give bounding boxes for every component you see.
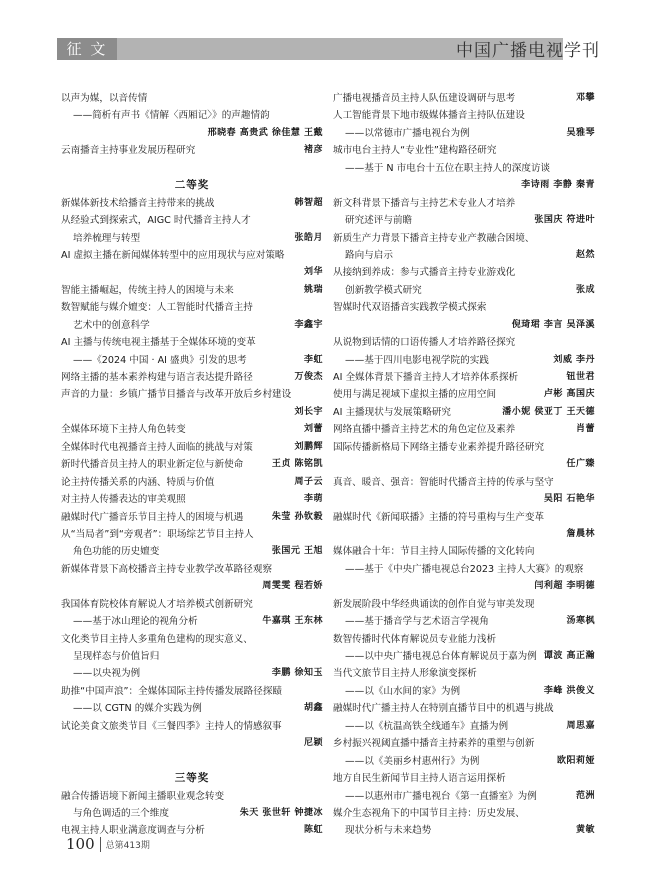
entry-title: 新媒体背景下高校播音主持专业教学改革路径观察	[61, 563, 273, 575]
award-tier-heading: 二等奖	[174, 179, 210, 192]
entry-title: 融媒时代广播主持人在特别直播节目中的机遇与挑战	[333, 703, 554, 715]
entry-title: 从接纳到养成：参与式播音主持专业游戏化	[333, 267, 516, 279]
entry-line	[61, 613, 323, 630]
entry-line	[333, 352, 595, 369]
entry-title: 媒介生态视角下的中国节目主持：历史发展、	[333, 807, 525, 819]
entry-title: ——以 CGTN 的媒介实践为例	[73, 703, 202, 715]
entry-line	[333, 474, 595, 491]
entry-author: 朱天 张世轩 钟捷冰	[239, 807, 323, 818]
entry-line	[61, 456, 323, 473]
entry-line	[333, 543, 595, 560]
entry-title: ——简析有声书《情解〈西厢记〉》的声趣情韵	[73, 110, 270, 122]
entry-line	[333, 456, 595, 473]
entry-author: 欧阳莉娅	[556, 755, 595, 766]
entry-title: 新媒体新技术给播音主持带来的挑战	[61, 197, 215, 209]
entry-title: 电视主持人职业满意度调查与分析	[61, 825, 205, 837]
entry-line	[333, 753, 595, 770]
entry-line	[61, 317, 323, 334]
entry-line	[333, 735, 595, 752]
entry-title: ——基于四川电影电视学院的实践	[345, 354, 489, 366]
entry-title: 从经验式到探索式，AIGC 时代播音主持人才	[61, 215, 251, 227]
issue-number: 总第413期	[105, 840, 150, 851]
entry-line	[61, 665, 323, 682]
entry-author: 肖蕾	[575, 424, 595, 435]
spacer	[61, 753, 323, 770]
entry-line	[61, 247, 323, 264]
entry-title: 文化类节目主持人多重角色建构的现实意义、	[61, 633, 253, 645]
entry-title: 国际传播新格局下网络主播专业素养提升路径研究	[333, 441, 545, 453]
entry-line	[61, 596, 323, 613]
entry-title: 云南播音主持事业发展历程研究	[61, 145, 196, 157]
entry-line	[61, 788, 323, 805]
entry-line	[333, 212, 595, 229]
entry-title: 对主持人传播表达的审美观照	[61, 494, 186, 506]
entry-author: 刘华	[303, 267, 323, 278]
entry-title: 城市电台主持人“专业性”建构路径研究	[333, 145, 497, 157]
entry-author: 王贞 陈铭凯	[271, 459, 323, 470]
entry-line	[61, 718, 323, 735]
entry-line	[61, 282, 323, 299]
entry-line	[333, 421, 595, 438]
entry-author: 尼颖	[303, 738, 323, 749]
entry-line	[333, 247, 595, 264]
entry-line	[333, 718, 595, 735]
entry-line	[333, 526, 595, 543]
section-label: 征 文	[57, 38, 117, 60]
entry-line	[61, 125, 323, 142]
entry-author: 谭波 高正瀚	[543, 651, 595, 661]
entry-line	[61, 334, 323, 351]
entry-line	[333, 509, 595, 526]
entry-title: AI 主播与传统电视主播基于全媒体环境的变革	[61, 337, 256, 349]
entry-line	[61, 700, 323, 717]
entry-line	[61, 90, 323, 107]
entry-title: 地方自民生新闻节目主持人语言运用探析	[333, 773, 506, 785]
entry-title: 新质生产力背景下播音主持专业产教融合困境、	[333, 232, 535, 244]
entry-author: 李峰 洪俊义	[543, 685, 595, 696]
entry-author: 胡鑫	[303, 703, 323, 714]
entry-line	[61, 299, 323, 316]
entry-author: 周雯雯 程若娇	[262, 581, 323, 592]
entry-title: 现状分析与未来趋势	[345, 825, 432, 837]
entry-line	[61, 439, 323, 456]
entry-author: 卢彬 高国庆	[543, 389, 595, 400]
entry-line	[61, 805, 323, 822]
entry-author: 邢晓春 高贵武 徐佳慧 王戴	[207, 127, 323, 138]
entry-line	[333, 700, 595, 717]
entry-title: 研究述评与前瞻	[345, 215, 413, 227]
entry-line	[333, 282, 595, 299]
entry-line	[333, 160, 595, 177]
entry-author: 张国庆 符进叶	[534, 215, 595, 226]
entry-title: ——以中央广播电视总台体育解说员于嘉为例	[345, 651, 537, 662]
entry-title: 广播电视播音员主持人队伍建设调研与思考	[333, 93, 516, 104]
entry-title: 网络直播中播音主持艺术的角色定位及素养	[333, 424, 516, 436]
entry-author: 黄敏	[575, 825, 595, 836]
entry-line	[333, 578, 595, 595]
entry-line	[333, 491, 595, 508]
entry-author: 范洲	[575, 790, 595, 801]
entry-line	[61, 683, 323, 700]
page-number: 100	[66, 835, 95, 853]
entry-author: 李萌	[303, 494, 323, 505]
entry-line	[333, 648, 595, 665]
entry-title: ——基于《中央广播电视总台2023 主持人大赛》的观察	[345, 563, 584, 575]
entry-title: ——基于 N 市电台十五位在职主持人的深度访谈	[345, 162, 551, 174]
entry-line	[61, 404, 323, 421]
entry-line	[61, 631, 323, 648]
entry-title: 融媒时代《新闻联播》主播的符号重构与生产变革	[333, 511, 545, 523]
entry-author: 吴雅琴	[566, 127, 595, 138]
entry-author: 钮世君	[566, 372, 595, 382]
entry-title: AI 虚拟主播在新闻媒体转型中的应用现状与应对策略	[61, 249, 285, 261]
entry-title: ——以《杭温高铁全线通车》直播为例	[345, 720, 509, 732]
entry-line	[333, 788, 595, 805]
entry-title: 新文科背景下播音与主持艺术专业人才培养	[333, 197, 516, 209]
entry-title: 助推“中国声浪”：全媒体国际主持传播发展路径探赜	[61, 685, 283, 697]
entry-line	[61, 142, 323, 159]
entry-line	[61, 474, 323, 491]
entry-title: 乡村振兴视阈直播中播音主持素养的重塑与创新	[333, 738, 535, 750]
entry-author: 詹晨林	[566, 528, 595, 539]
entry-line	[333, 561, 595, 578]
entry-line	[333, 195, 595, 212]
entry-line	[333, 665, 595, 682]
entry-title: AI 主播现状与发展策略研究	[333, 406, 451, 418]
entry-line	[333, 613, 595, 630]
entry-title: 论主持传播关系的内涵、特质与价值	[61, 476, 215, 488]
entry-line	[61, 648, 323, 665]
entry-line	[61, 561, 323, 578]
entry-author: 刘威 李丹	[553, 354, 595, 365]
entry-author: 周思嘉	[566, 720, 595, 731]
entry-title: 新发展阶段中华经典诵读的创作自觉与审美发现	[333, 598, 535, 610]
entry-author: 张皓月	[294, 232, 323, 243]
spacer	[61, 160, 323, 177]
entry-title: 人工智能背景下地市级媒体播音主持队伍建设	[333, 110, 525, 122]
entry-title: 数智传播时代体育解说员专业能力浅析	[333, 633, 497, 645]
entry-title: ——以《山水间的家》为例	[345, 685, 461, 697]
entry-line	[333, 631, 595, 648]
entry-title: 使用与满足视域下虚拟主播的应用空间	[333, 389, 497, 401]
entry-line	[333, 125, 595, 142]
entry-title: AI 全媒体背景下播音主持人才培养体系探析	[333, 372, 519, 383]
entry-title: 从说物到话情的口语传播人才培养路径探究	[333, 337, 516, 349]
entry-author: 周子云	[294, 476, 323, 487]
entry-line	[61, 386, 323, 403]
entry-author: 倪琦珺 李言 吴泽溪	[511, 319, 595, 330]
entry-title: 从“当局者”到“旁观者”：职场综艺节目主持人	[61, 528, 254, 540]
entry-line	[333, 805, 595, 822]
entry-line	[61, 195, 323, 212]
entry-line	[333, 107, 595, 124]
entry-line	[61, 509, 323, 526]
entry-line	[61, 421, 323, 438]
entry-author: 张国元 王旭	[271, 546, 323, 557]
entry-title: 呈现样态与价值旨归	[73, 651, 160, 662]
entry-title: 培养梳理与转型	[73, 232, 141, 244]
entry-line	[333, 299, 595, 316]
entry-line	[333, 683, 595, 700]
entry-line	[333, 822, 595, 839]
entry-title: 智媒时代双语播音实践教学模式探索	[333, 302, 487, 314]
entry-author: 汤寒枫	[566, 616, 595, 627]
entry-title: ——以惠州市广播电视台《第一直播室》为例	[345, 790, 537, 802]
entry-line	[61, 369, 323, 386]
entry-title: 融媒时代广播音乐节目主持人的困境与机遇	[61, 511, 244, 523]
entry-author: 牛嘉琪 王东林	[262, 616, 323, 627]
entry-line	[333, 770, 595, 787]
entry-line	[61, 107, 323, 124]
journal-title: 中国广播电视学刊	[456, 41, 600, 61]
entry-title: 以声为媒，以音传情	[61, 93, 148, 104]
entry-title: 创新教学模式研究	[345, 284, 422, 296]
footer-divider	[100, 837, 101, 852]
entry-author: 潘小妮 侯亚丁 王天德	[502, 406, 595, 417]
entry-author: 万俊杰	[294, 372, 323, 382]
award-tier-heading: 三等奖	[174, 772, 210, 785]
entry-author: 褚彦	[303, 145, 323, 156]
entry-author: 任广臻	[566, 459, 595, 470]
entry-line	[333, 317, 595, 334]
entry-line	[333, 334, 595, 351]
entry-line	[333, 142, 595, 159]
entry-title: 智能主播崛起，传统主持人的困境与未来	[61, 284, 234, 296]
entry-title: 试论美食文旅类节目《三餐四季》主持人的情感叙事	[61, 720, 282, 732]
entry-title: 真音、暖音、强音：智能时代播音主持的传承与坚守	[333, 476, 554, 488]
entry-line	[333, 90, 595, 107]
entry-line	[333, 230, 595, 247]
entry-title: 全媒体环境下主持人角色转变	[61, 424, 186, 436]
entry-author: 陈虹	[303, 825, 323, 836]
entry-line	[333, 596, 595, 613]
entry-author: 李鑫宇	[294, 319, 323, 330]
entry-line	[61, 578, 323, 595]
entry-line	[333, 386, 595, 403]
entry-title: ——以常德市广播电视台为例	[345, 127, 470, 139]
right-column	[333, 90, 595, 840]
entry-line	[333, 264, 595, 281]
entry-author: 李虹	[303, 354, 323, 365]
entry-author: 李鹏 徐知玉	[271, 668, 323, 679]
entry-title: 路向与启示	[345, 249, 393, 261]
entry-line	[61, 352, 323, 369]
entry-title: 艺术中的创意科学	[73, 319, 150, 331]
entry-author: 李诗雨 李静 秦青	[521, 180, 595, 191]
entry-author: 刘蕾	[303, 424, 323, 435]
entry-line	[333, 177, 595, 194]
entry-line	[61, 526, 323, 543]
entry-title: 角色功能的历史嬗变	[73, 546, 160, 558]
entry-title: 声音的力量：乡镇广播节目播音与改革开放后乡村建设	[61, 389, 292, 401]
entry-author: 吴阳 石艳华	[543, 494, 595, 505]
entry-author: 刘长宇	[294, 406, 323, 417]
entry-title: 数智赋能与媒介嬗变：人工智能时代播音主持	[61, 302, 253, 314]
entry-title: ——以《美丽乡村惠州行》为例	[345, 755, 480, 767]
entry-title: 当代文旅节目主持人形象演变探析	[333, 668, 477, 680]
entry-author: 刘鹏辉	[294, 441, 323, 452]
entry-line	[333, 369, 595, 386]
entry-title: ——《2024 中国 · AI 盛典》引发的思考	[73, 354, 247, 366]
entry-title: 媒体融合十年：节目主持人国际传播的文化转向	[333, 546, 535, 558]
entry-title: ——基于冰山理论的视角分析	[73, 616, 198, 628]
entry-line	[61, 735, 323, 752]
entry-author: 朱莹 孙钦毅	[271, 511, 323, 522]
entry-author: 邓攀	[575, 93, 595, 103]
entry-line	[61, 543, 323, 560]
entry-line	[61, 230, 323, 247]
entry-author: 闫利超 李明德	[534, 581, 595, 592]
entry-title: 与角色调适的三个维度	[73, 807, 169, 819]
entry-title: ——基于播音学与艺术语言学视角	[345, 616, 489, 628]
page-footer	[66, 835, 150, 853]
entry-line	[61, 264, 323, 281]
entry-author: 赵然	[575, 249, 595, 260]
entry-line	[333, 439, 595, 456]
entry-title: ——以央视为例	[73, 668, 141, 680]
entry-author: 姚瑞	[303, 284, 323, 295]
left-column	[61, 90, 323, 840]
entry-title: 融合传播语境下新闻主播职业观念转变	[61, 790, 225, 802]
entry-title: 我国体育院校体育解说人才培养模式创新研究	[61, 598, 253, 610]
entry-author: 张成	[575, 284, 595, 295]
entry-line	[61, 491, 323, 508]
entry-title: 网络主播的基本素养构建与语言表达提升路径	[61, 372, 253, 383]
entry-title: 新时代播音员主持人的职业新定位与新使命	[61, 459, 244, 471]
entry-line	[333, 404, 595, 421]
entry-line	[61, 212, 323, 229]
entry-title: 全媒体时代电视播音主持人面临的挑战与对策	[61, 441, 253, 453]
entry-author: 韩智超	[294, 197, 323, 208]
